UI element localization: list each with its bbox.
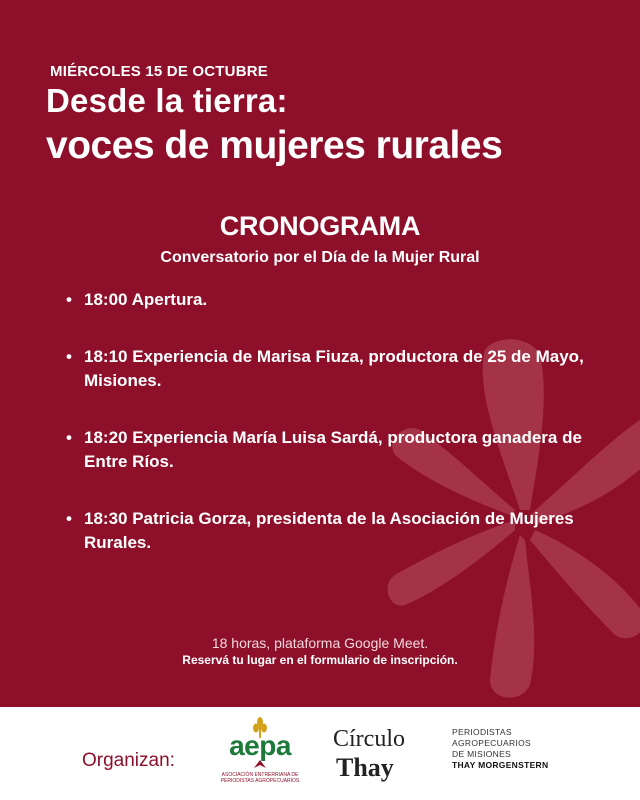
organizers-label: Organizan: [82,750,175,771]
event-date: MIÉRCOLES 15 DE OCTUBRE [50,63,268,80]
periodistas-line-3: DE MISIONES [452,749,512,759]
aepa-wordmark: aepa [229,730,291,761]
bullet-icon: • [66,428,72,447]
list-item [66,345,596,393]
bullet-icon: • [66,290,72,309]
platform-info: 18 horas, plataforma Google Meet. [211,635,429,651]
aepa-logo [214,716,306,796]
schedule-item-text: 18:10 Experiencia de Marisa Fiuza, productora de 25 de Mayo, Misiones. [84,347,584,390]
periodistas-line-4: THAY MORGENSTERN [452,760,549,770]
aepa-subtitle-line-2: PERIODISTAS AGROPECUARIOS [220,778,300,784]
schedule-item-text: 18:00 Apertura. [84,290,208,309]
circulo-logo-line-2: Thay [336,753,394,782]
schedule-item-text: 18:30 Patricia Gorza, presidenta de la Asociación de Mujeres Rurales. [84,509,574,552]
list-item [66,507,596,555]
list-item [66,426,596,474]
schedule-subheading: Conversatorio por el Día de la Mujer Rural [160,249,480,266]
schedule-list [66,288,596,588]
schedule-item-text: 18:20 Experiencia María Luisa Sardá, productora ganadera de Entre Ríos. [84,428,582,471]
bullet-icon: • [66,347,72,366]
bullet-icon: • [66,509,72,528]
title-line-1: Desde la tierra: [46,82,288,119]
periodistas-line-1: PERIODISTAS [452,727,512,737]
circulo-logo-line-1: Círculo [333,726,405,752]
aepa-subtitle [214,772,306,784]
registration-note: Reservá tu lugar en el formulario de inscripción. [182,653,458,667]
periodistas-line-2: AGROPECUARIOS [452,738,531,748]
schedule-heading: CRONOGRAMA [219,211,421,241]
periodistas-logo-text [452,727,548,771]
list-item [66,288,596,312]
aepa-subtitle-line-1: ASOCIACIÓN ENTRERRIANA DE [221,772,299,778]
title-line-2: voces de mujeres rurales [46,124,503,167]
